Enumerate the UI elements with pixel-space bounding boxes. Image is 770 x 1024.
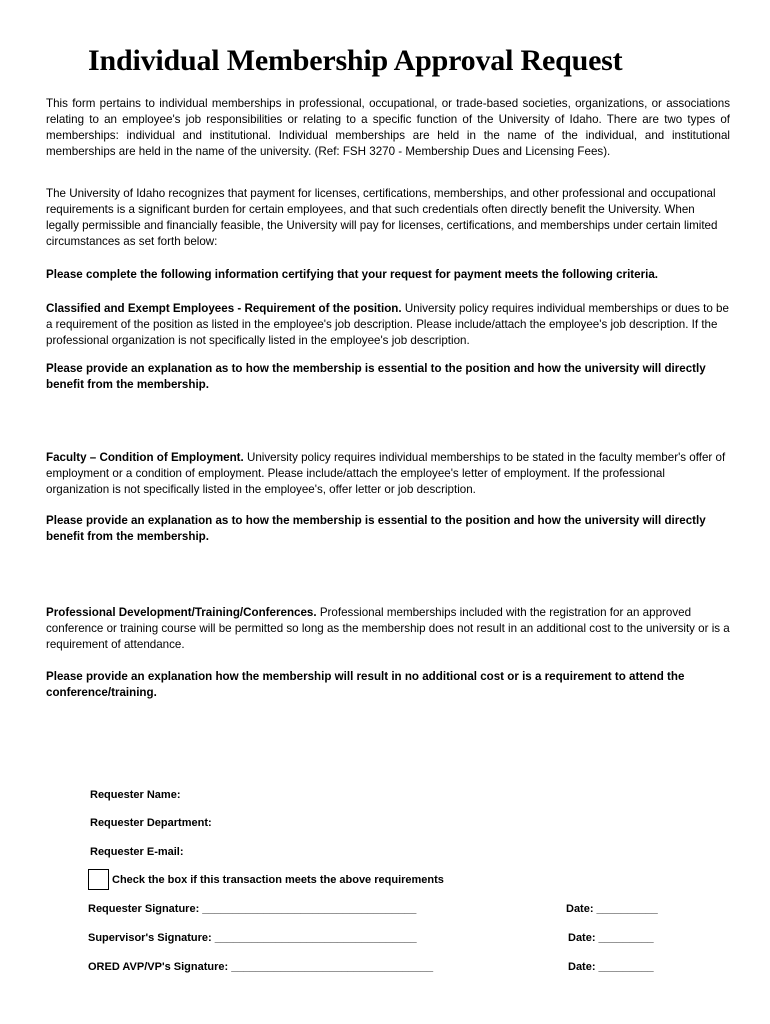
- page-title: Individual Membership Approval Request: [88, 44, 623, 77]
- supervisor-date-line: Date: _________: [568, 932, 654, 944]
- supervisor-signature-line: Supervisor's Signature: _________________________________: [88, 932, 417, 944]
- ored-signature-line: ORED AVP/VP's Signature: _________________________________: [88, 961, 434, 973]
- requester-email-label: Requester E-mail:: [90, 846, 184, 858]
- section-body: University policy requires individual memberships or dues to be a requirement of the position as listed in the employee's job description. Please include/attach the employee's job description. If the professional organization is not specifically listed in the employee's job description.: [46, 302, 729, 347]
- checkbox-label: Check the box if this transaction meets the above requirements: [112, 874, 444, 886]
- section-heading: Professional Development/Training/Conferences.: [46, 606, 317, 619]
- instruction-text: Please complete the following information certifying that your request for payment meets the following criteria.: [46, 268, 658, 281]
- intro-paragraph-2: The University of Idaho recognizes that payment for licenses, certifications, memberships, and other professional and occupational requirements is a significant burden for certain employees, and that such credentials often directly benefit the University. When legally permissible and financially feasible, the University will pay for licenses, certifications, and memberships under certain limited circumstances as set forth below:: [46, 187, 718, 248]
- section-professional-development: [46, 605, 730, 653]
- requester-date-line: Date: __________: [566, 903, 658, 915]
- intro-paragraph-1: This form pertains to individual memberships in professional, occupational, or trade-based societies, organizations, or associations relating to an employee's job responsibilities or relating to a specific function of the University of Idaho. There are two types of memberships: individual and institutional. Individual memberships are held in the name of the individual, and institutional memberships are held in the name of the university. (Ref: FSH 3270 - Membership Dues and Licensing Fees).: [46, 97, 730, 158]
- section-body: University policy requires individual memberships to be stated in the faculty member's offer of employment or a condition of employment. Please include/attach the employee's letter of employment. If the professional organization is not specifically listed in the employee's, offer letter or job description.: [46, 451, 726, 496]
- ored-date-line: Date: _________: [568, 961, 654, 973]
- section-heading: Classified and Exempt Employees - Requirement of the position.: [46, 302, 402, 315]
- explanation-prompt: Please provide an explanation as to how the membership is essential to the position and how the university will directly benefit from the membership.: [46, 362, 706, 391]
- requester-department-label: Requester Department:: [90, 817, 212, 829]
- section-classified: [46, 301, 730, 349]
- requester-name-label: Requester Name:: [90, 789, 181, 801]
- explanation-prompt: Please provide an explanation as to how the membership is essential to the position and how the university will directly benefit from the membership.: [46, 514, 706, 543]
- requirements-checkbox[interactable]: [88, 869, 109, 890]
- explanation-prompt: Please provide an explanation how the membership will result in no additional cost or is a requirement to attend the conference/training.: [46, 670, 685, 699]
- section-faculty: [46, 450, 730, 498]
- section-heading: Faculty – Condition of Employment.: [46, 451, 244, 464]
- section-body: Professional memberships included with the registration for an approved conference or training course will be permitted so long as the membership does not result in an additional cost to the university or is a requirement of attendance.: [46, 606, 730, 651]
- requester-signature-line: Requester Signature: ___________________________________: [88, 903, 417, 915]
